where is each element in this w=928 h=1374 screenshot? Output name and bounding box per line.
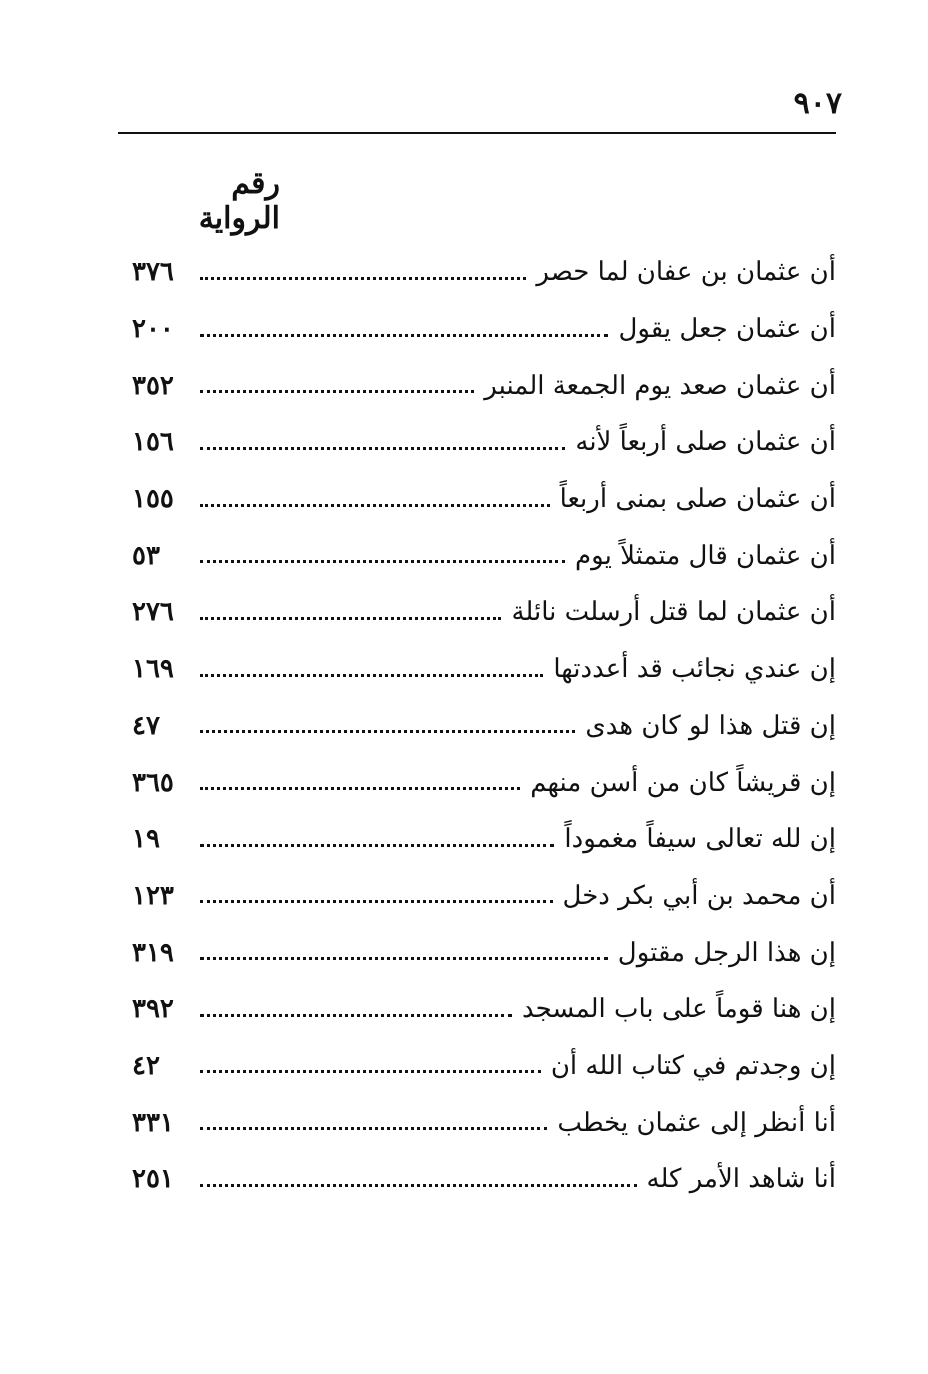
index-entry [132, 981, 836, 1038]
index-entry [132, 527, 836, 584]
index-entry [132, 244, 836, 301]
entry-text: أن عثمان قال متمثلاً يوم [575, 540, 836, 571]
index-entry [132, 357, 836, 414]
entry-number: ١٦٩ [132, 654, 174, 685]
entry-text: إن قريشاً كان من أسن منهم [530, 767, 836, 798]
dot-leader [200, 787, 520, 790]
dot-leader [200, 957, 608, 960]
header-divider [118, 132, 836, 134]
dot-leader [200, 674, 543, 677]
entry-text: إن وجدتم في كتاب الله أن [550, 1050, 836, 1081]
entry-number: ٢٧٦ [132, 597, 174, 628]
entry-text: أن عثمان جعل يقول [618, 314, 836, 345]
dot-leader [200, 447, 565, 450]
entry-number: ١٩ [132, 824, 160, 855]
index-entry [132, 1038, 836, 1095]
entry-text: إن هنا قوماً على باب المسجد [521, 994, 836, 1025]
entry-text: أن عثمان لما قتل أرسلت نائلة [511, 597, 836, 628]
dot-leader [200, 1014, 512, 1017]
entry-number: ٢٥١ [132, 1164, 174, 1195]
index-entry [132, 584, 836, 641]
entry-text: أن عثمان صعد يوم الجمعة المنبر [484, 370, 836, 401]
entry-number: ٤٧ [132, 710, 160, 741]
entry-text: أنا شاهد الأمر كله [646, 1164, 836, 1195]
dot-leader [200, 390, 474, 393]
entry-text: أن عثمان صلى أربعاً لأنه [575, 427, 836, 458]
index-entry [132, 414, 836, 471]
entry-number: ٣١٩ [132, 937, 174, 968]
dot-leader [200, 1070, 541, 1073]
entry-number: ٣٦٥ [132, 767, 174, 798]
entry-text: أن عثمان صلى بمنى أربعاً [559, 484, 836, 515]
dot-leader [200, 617, 501, 620]
entry-number: ٣٣١ [132, 1107, 174, 1138]
entry-number: ١٥٦ [132, 427, 174, 458]
entry-text: إن لله تعالى سيفاً مغموداً [564, 824, 836, 855]
entry-text: إن قتل هذا لو كان هدى [585, 710, 836, 741]
entry-number: ١٥٥ [132, 484, 174, 515]
index-entry [132, 924, 836, 981]
index-entry [132, 698, 836, 755]
entry-text: إن هذا الرجل مقتول [617, 937, 836, 968]
index-list [132, 244, 836, 1208]
entry-text: إن عندي نجائب قد أعددتها [553, 654, 836, 685]
index-entry [132, 1094, 836, 1151]
dot-leader [200, 560, 565, 563]
index-entry [132, 301, 836, 358]
index-entry [132, 754, 836, 811]
dot-leader [200, 900, 553, 903]
dot-leader [200, 1184, 637, 1187]
entry-text: أن عثمان بن عفان لما حصر [536, 257, 836, 288]
column-heading: رقم الرواية [198, 166, 280, 236]
entry-number: ٣٥٢ [132, 370, 174, 401]
entry-number: ٤٢ [132, 1050, 160, 1081]
dot-leader [200, 844, 554, 847]
index-entry [132, 641, 836, 698]
page-number: ٩٠٧ [793, 86, 842, 121]
entry-text: أن محمد بن أبي بكر دخل [562, 880, 836, 911]
entry-number: ١٢٣ [132, 880, 174, 911]
index-entry [132, 811, 836, 868]
dot-leader [200, 504, 550, 507]
entry-number: ٣٩٢ [132, 994, 174, 1025]
entry-number: ٣٧٦ [132, 257, 174, 288]
index-entry [132, 868, 836, 925]
dot-leader [200, 730, 575, 733]
entry-number: ٥٣ [132, 540, 160, 571]
dot-leader [200, 1127, 547, 1130]
index-entry [132, 1151, 836, 1208]
dot-leader [200, 334, 608, 337]
dot-leader [200, 277, 526, 280]
index-entry [132, 471, 836, 528]
entry-text: أنا أنظر إلى عثمان يخطب [557, 1107, 836, 1138]
entry-number: ٢٠٠ [132, 314, 174, 345]
